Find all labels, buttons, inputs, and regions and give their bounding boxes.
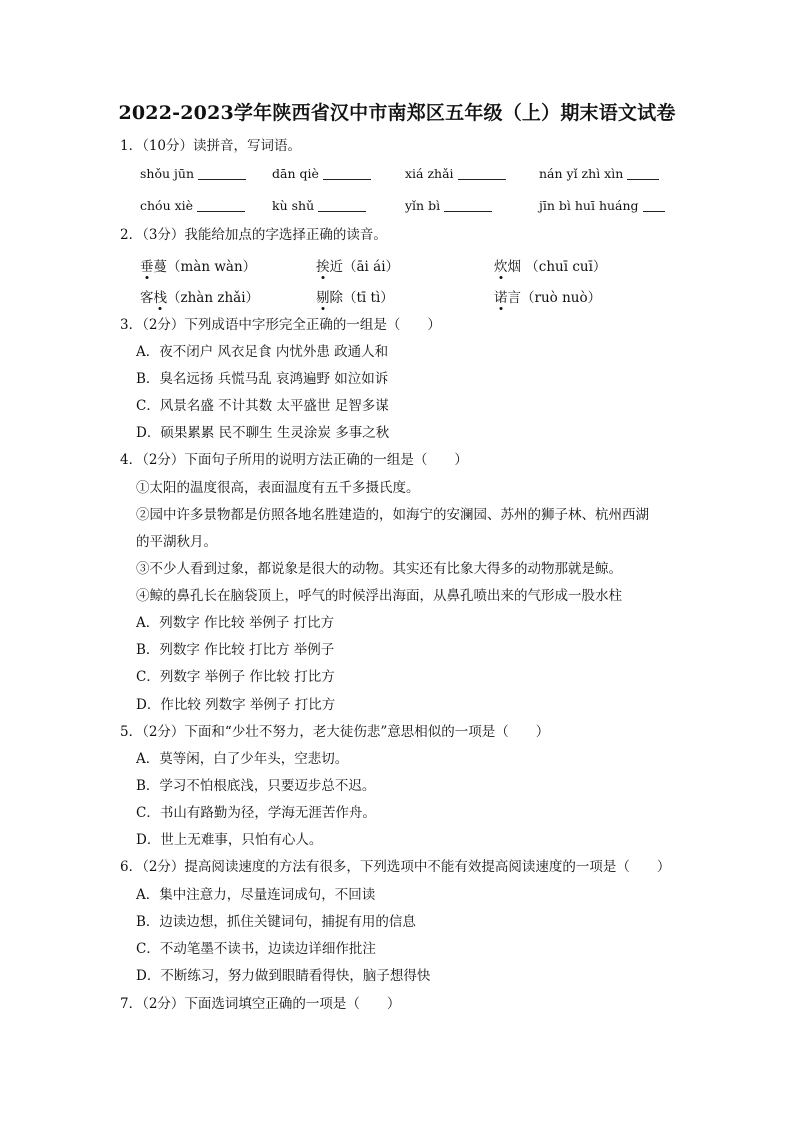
pinyin-text: xiá zhǎi: [405, 166, 454, 181]
question-4-stem: 4．（2分）下面句子所用的说明方法正确的一组是（ ）: [120, 452, 468, 468]
pinyin-text: nán yǐ zhì xìn: [539, 166, 624, 181]
pinyin-text: shǒu jūn: [140, 166, 194, 181]
option-a[interactable]: A．集中注意力，尽量连词成句，不回读: [136, 887, 376, 903]
answer-blank[interactable]: [198, 166, 246, 180]
dotted-char: 垂: [140, 259, 154, 275]
pinyin-text: jīn bì huī huáng: [539, 198, 639, 213]
pinyin-text: kù shǔ: [272, 198, 315, 213]
answer-blank[interactable]: [318, 198, 366, 212]
answer-blank[interactable]: [323, 166, 371, 180]
pronunciation-item[interactable]: 剔除（tī tì）: [316, 290, 394, 306]
pinyin-text: dān qiè: [272, 166, 319, 181]
dotted-char: 炊: [494, 259, 508, 275]
option-c[interactable]: C．书山有路勤为径，学海无涯苦作舟。: [136, 805, 376, 821]
pinyin-text: yǐn bì: [405, 198, 441, 213]
pinyin-item: [140, 198, 245, 213]
pinyin-row-1: [140, 166, 680, 184]
sentence-2-continued: 的平湖秋月。: [136, 534, 217, 550]
pinyin-item: [140, 166, 246, 181]
sentence-2: ②园中许多景物都是仿照各地名胜建造的，如海宁的安澜园、苏州的狮子林、杭州西湖: [136, 507, 649, 523]
option-d[interactable]: D．不断练习，努力做到眼睛看得快，脑子想得快: [136, 968, 431, 984]
answer-blank[interactable]: [643, 198, 665, 212]
answer-blank[interactable]: [444, 198, 492, 212]
dotted-char: 诺: [494, 290, 508, 306]
option-a[interactable]: A．列数字 作比较 举例子 打比方: [136, 615, 335, 631]
dotted-char: 剔: [316, 290, 330, 306]
pronunciation-item[interactable]: 垂蔓（màn wàn）: [140, 259, 257, 275]
option-a[interactable]: A．夜不闭户 风衣足食 内忧外患 政通人和: [136, 344, 389, 360]
question-1-stem: 1．（10分）读拼音，写词语。: [120, 138, 302, 154]
pinyin-item: [272, 166, 371, 181]
option-d[interactable]: D．作比较 列数字 举例子 打比方: [136, 697, 336, 713]
pinyin-item: [272, 198, 366, 213]
page-title: 2022-2023学年陕西省汉中市南郑区五年级（上）期末语文试卷: [118, 102, 676, 124]
option-a[interactable]: A．莫等闲，白了少年头，空悲切。: [136, 751, 349, 767]
option-c[interactable]: C．风景名盛 不计其数 太平盛世 足智多谋: [136, 398, 389, 414]
pronunciation-row-1: [140, 255, 680, 273]
pronunciation-row-2: [140, 286, 680, 304]
option-d[interactable]: D．世上无难事，只怕有心人。: [136, 832, 323, 848]
question-6-stem: 6．（2分）提高阅读速度的方法有很多，下列选项中不能有效提高阅读速度的一项是（ ）: [120, 859, 671, 875]
pinyin-item: [539, 198, 665, 213]
question-3-stem: 3．（2分）下列成语中字形完全正确的一组是（ ）: [120, 317, 441, 333]
option-b[interactable]: B．边读边想，抓住关键词句，捕捉有用的信息: [136, 914, 416, 930]
sentence-4: ④鲸的鼻孔长在脑袋顶上，呼气的时候浮出海面，从鼻孔喷出来的气形成一股水柱: [136, 588, 622, 604]
answer-blank[interactable]: [197, 198, 245, 212]
pronunciation-item[interactable]: 挨近（āi ái）: [316, 259, 400, 275]
pronunciation-item[interactable]: 炊烟 （chuī cuī）: [494, 259, 607, 275]
pinyin-text: chóu xiè: [140, 198, 194, 213]
pinyin-item: [405, 198, 492, 213]
pinyin-item: [405, 166, 506, 181]
pinyin-row-2: [140, 198, 680, 216]
sentence-1: ①太阳的温度很高，表面温度有五千多摄氏度。: [136, 480, 420, 496]
option-c[interactable]: C．列数字 举例子 作比较 打比方: [136, 669, 335, 685]
answer-blank[interactable]: [458, 166, 506, 180]
dotted-char: 栈: [153, 290, 167, 306]
pronunciation-item[interactable]: 诺言（ruò nuò）: [494, 290, 602, 306]
question-2-stem: 2．（3分）我能给加点的字选择正确的读音。: [120, 227, 387, 243]
option-c[interactable]: C．不动笔墨不读书，边读边详细作批注: [136, 941, 376, 957]
option-b[interactable]: B．列数字 作比较 打比方 举例子: [136, 642, 335, 658]
pronunciation-item[interactable]: 客栈（zhàn zhǎi）: [140, 290, 260, 306]
option-d[interactable]: D．硕果累累 民不聊生 生灵涂炭 多事之秋: [136, 425, 390, 441]
question-5-stem: 5．（2分）下面和“少壮不努力，老大徒伤悲”意思相似的一项是（ ）: [120, 724, 550, 740]
answer-blank[interactable]: [627, 166, 659, 180]
pinyin-item: [539, 166, 659, 181]
dotted-char: 挨: [316, 259, 330, 275]
question-7-stem: 7．（2分）下面选词填空正确的一项是（ ）: [120, 996, 401, 1012]
option-b[interactable]: B．学习不怕根底浅，只要迈步总不迟。: [136, 778, 376, 794]
option-b[interactable]: B．臭名远扬 兵慌马乱 哀鸿遍野 如泣如诉: [136, 371, 389, 387]
sentence-3: ③不少人看到过象，都说象是很大的动物。其实还有比象大得多的动物那就是鲸。: [136, 561, 622, 577]
